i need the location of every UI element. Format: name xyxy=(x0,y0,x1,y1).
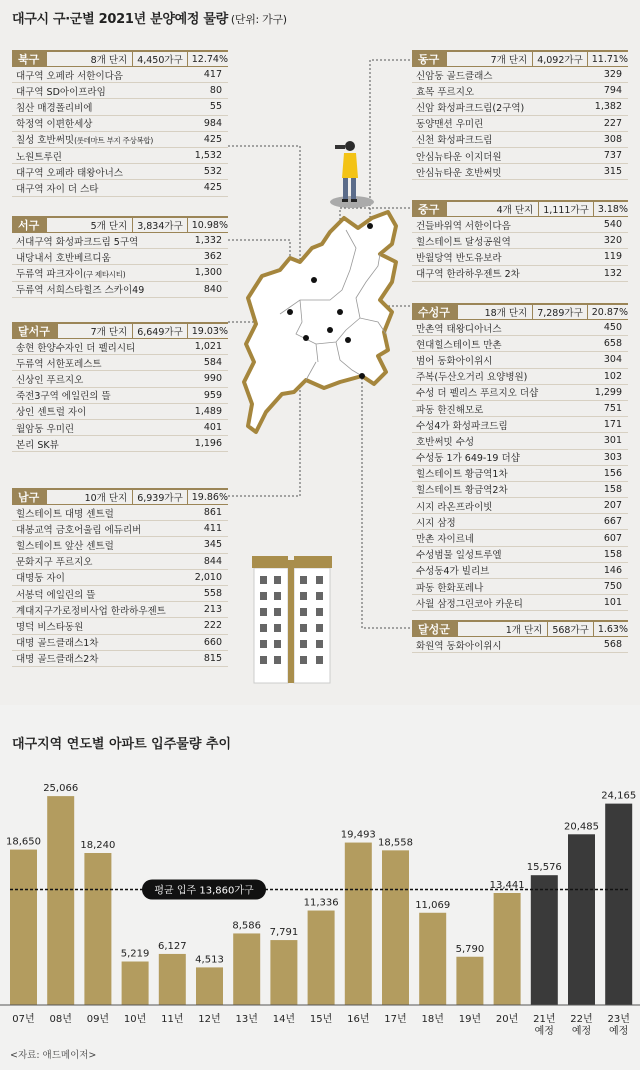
district-name: 서구 xyxy=(12,218,47,232)
bar-value-label: 5,790 xyxy=(455,943,485,955)
complex-row xyxy=(12,148,228,164)
bar xyxy=(84,853,111,1005)
complex-row xyxy=(412,417,628,433)
complex-name: 만촌역 태왕디아너스 xyxy=(416,323,502,335)
complex-count: 4개 단지 xyxy=(447,202,539,216)
bar-value-label: 19,493 xyxy=(340,829,376,841)
district-share: 1.63% xyxy=(597,623,628,635)
complex-row xyxy=(12,404,228,420)
complex-name: 시지 라온프라이빗 xyxy=(416,501,493,513)
district-panel-bukgu xyxy=(12,50,228,197)
complex-name: 서봉덕 에일린의 뜰 xyxy=(16,589,96,601)
complex-name: 대구역 오페라 서한이다음 xyxy=(16,70,123,82)
complex-row xyxy=(12,570,228,586)
district-share: 3.18% xyxy=(597,203,628,215)
district-panel-junggu xyxy=(412,200,628,282)
complex-row xyxy=(412,385,628,401)
district-name: 북구 xyxy=(12,52,47,66)
district-header xyxy=(412,200,628,217)
district-header xyxy=(12,50,228,67)
district-header xyxy=(412,50,628,67)
district-name: 남구 xyxy=(12,490,47,504)
complex-count: 7개 단지 xyxy=(447,52,533,66)
district-panel-donggu xyxy=(412,50,628,180)
complex-row xyxy=(12,116,228,132)
complex-row xyxy=(12,371,228,387)
complex-name: 대구역 한라하우젠트 2차 xyxy=(416,269,520,281)
x-tick-label: 11년 xyxy=(161,1014,184,1025)
bar xyxy=(345,843,372,1005)
district-share: 10.98% xyxy=(191,219,228,231)
bar xyxy=(456,957,483,1005)
district-share: 19.86% xyxy=(191,491,228,503)
household-count: 3,834가구 xyxy=(133,218,188,232)
complex-households: 607 xyxy=(603,532,622,544)
complex-households: 1,332 xyxy=(194,235,222,247)
complex-row xyxy=(12,537,228,553)
complex-name: 두류역 서한포레스트 xyxy=(16,358,102,370)
complex-households: 320 xyxy=(603,235,622,247)
complex-households: 794 xyxy=(603,85,622,97)
complex-households: 1,382 xyxy=(594,101,622,113)
complex-name: 사월 삼정그린코아 카운티 xyxy=(416,598,523,610)
connector-donggu xyxy=(370,60,410,225)
complex-name: 안심뉴타운 호반써밋 xyxy=(416,167,502,179)
complex-row xyxy=(12,265,228,281)
complex-row xyxy=(412,595,628,611)
complex-households: 301 xyxy=(603,435,622,447)
x-tick-label: 14년 xyxy=(272,1014,296,1025)
district-name: 중구 xyxy=(412,202,447,216)
complex-households: 532 xyxy=(203,166,222,178)
complex-row xyxy=(12,420,228,436)
bar xyxy=(419,913,446,1005)
complex-name: 안심뉴타운 이지더원 xyxy=(416,151,502,163)
complex-households: 329 xyxy=(603,69,622,81)
complex-row xyxy=(12,586,228,602)
complex-row xyxy=(412,233,628,249)
household-count: 6,649가구 xyxy=(133,324,188,338)
complex-row xyxy=(12,249,228,265)
complex-name: 침산 매경폴리비에 xyxy=(16,102,93,114)
complex-name: 대구역 자이 더 스타 xyxy=(16,183,99,195)
average-label: 평균 입주 13,860가구 xyxy=(154,885,254,897)
complex-name: 건들바위역 서한이다음 xyxy=(416,220,511,232)
district-header xyxy=(412,303,628,320)
complex-households: 425 xyxy=(203,133,222,145)
complex-households: 2,010 xyxy=(194,571,222,583)
complex-households: 411 xyxy=(203,523,222,535)
complex-row xyxy=(412,369,628,385)
x-tick-label: 15년 xyxy=(309,1014,333,1025)
complex-name: 문화지구 푸르지오 xyxy=(16,557,93,569)
complex-row xyxy=(12,521,228,537)
complex-households: 750 xyxy=(603,581,622,593)
complex-households: 345 xyxy=(203,539,222,551)
complex-row xyxy=(412,450,628,466)
bar-value-label: 11,069 xyxy=(415,899,451,911)
complex-name: 수성범물 일성트루엘 xyxy=(416,550,502,562)
complex-households: 861 xyxy=(203,507,222,519)
complex-households: 1,196 xyxy=(194,438,222,450)
complex-name: 화원역 동화아이위시 xyxy=(416,640,502,652)
complex-name: 수성4가 화성파크드림 xyxy=(416,420,508,432)
district-panel-suseonggu xyxy=(412,303,628,611)
complex-count: 8개 단지 xyxy=(47,52,133,66)
complex-row xyxy=(412,514,628,530)
complex-households: 303 xyxy=(603,451,622,463)
complex-row xyxy=(12,132,228,148)
district-header xyxy=(412,620,628,637)
x-tick-label: 13년 xyxy=(235,1014,258,1025)
bar-value-label: 18,650 xyxy=(6,836,41,848)
x-tick-label: 08년 xyxy=(49,1014,72,1025)
district-name: 달서구 xyxy=(12,324,58,338)
complex-name: 계대지구가로정비사업 한라하우젠트 xyxy=(16,605,166,617)
district-header xyxy=(12,216,228,233)
bar-value-label: 8,586 xyxy=(232,920,262,932)
complex-row xyxy=(412,401,628,417)
complex-row xyxy=(412,530,628,546)
complex-row xyxy=(412,148,628,164)
complex-count: 18개 단지 xyxy=(458,305,533,319)
complex-row xyxy=(412,498,628,514)
district-panel-dalseogu xyxy=(12,322,228,452)
complex-name: 힐스테이트 황금역2차 xyxy=(416,485,508,497)
bar-value-label: 18,240 xyxy=(80,840,116,851)
complex-households: 815 xyxy=(203,652,222,664)
complex-households: 990 xyxy=(203,373,222,385)
complex-households: 227 xyxy=(603,117,622,129)
district-share: 20.87% xyxy=(591,306,628,318)
district-share: 19.03% xyxy=(191,325,228,337)
district-panel-seogu xyxy=(12,216,228,298)
complex-row xyxy=(412,217,628,233)
complex-name: 대구역 SD아이프라임 xyxy=(16,86,106,98)
district-header xyxy=(12,488,228,505)
complex-households: 222 xyxy=(203,620,222,632)
complex-households: 1,299 xyxy=(594,386,622,398)
bar xyxy=(568,834,595,1005)
complex-name: 죽전3구역 에일린의 뜰 xyxy=(16,391,111,403)
complex-name: 대명 골드클래스2차 xyxy=(16,654,99,666)
bar-value-label: 5,219 xyxy=(120,948,150,960)
chart-title: 대구지역 연도별 아파트 입주물량 추이 xyxy=(12,737,232,752)
complex-row xyxy=(12,505,228,521)
household-count: 4,092가구 xyxy=(533,52,588,66)
complex-name: 호반써밋 수성 xyxy=(416,436,475,448)
bar-value-label: 24,165 xyxy=(601,790,637,802)
complex-name: 칠성 호반써밋(롯데마트 부지 주상복합) xyxy=(16,135,153,147)
complex-households: 80 xyxy=(209,85,222,97)
bar-value-label: 11,336 xyxy=(303,897,339,909)
complex-row xyxy=(12,602,228,618)
complex-households: 751 xyxy=(603,403,622,415)
bar-value-label: 4,513 xyxy=(195,954,224,966)
complex-households: 1,489 xyxy=(194,405,222,417)
complex-households: 584 xyxy=(203,357,222,369)
district-header xyxy=(12,322,228,339)
complex-row xyxy=(12,651,228,667)
complex-name: 신상인 푸르지오 xyxy=(16,374,84,386)
complex-households: 55 xyxy=(209,101,222,113)
complex-name: 대봉교역 금호어울림 에듀리버 xyxy=(16,524,142,536)
complex-name: 대명 골드클래스1차 xyxy=(16,638,99,650)
person-illustration xyxy=(335,141,358,202)
x-tick-label: 16년 xyxy=(347,1014,370,1025)
complex-households: 207 xyxy=(603,500,622,512)
complex-name: 학정역 이편한세상 xyxy=(16,119,93,131)
complex-row xyxy=(12,282,228,298)
complex-row xyxy=(412,336,628,352)
complex-name: 파동 한진해모로 xyxy=(416,404,484,416)
page-title: 대구시 구·군별 2021년 분양예정 물량 (단위: 가구) xyxy=(12,12,287,27)
complex-households: 425 xyxy=(203,182,222,194)
complex-row xyxy=(12,99,228,115)
complex-households: 132 xyxy=(603,267,622,279)
district-name: 동구 xyxy=(412,52,447,66)
complex-row xyxy=(12,180,228,196)
bar xyxy=(122,962,149,1005)
bar-value-label: 13,441 xyxy=(489,879,525,891)
complex-row xyxy=(412,563,628,579)
bar xyxy=(605,804,632,1005)
complex-note: (롯데마트 부지 주상복합) xyxy=(74,136,153,146)
complex-row xyxy=(412,99,628,115)
complex-name: 범어 동화아이위시 xyxy=(416,355,493,367)
complex-row xyxy=(412,67,628,83)
x-tick-label: 21년 xyxy=(533,1014,556,1025)
complex-name: 주복(두산오거리 요양병원) xyxy=(416,372,528,384)
connector-dalseonggun xyxy=(362,376,410,628)
daegu-outline xyxy=(244,212,396,432)
bar xyxy=(308,911,335,1005)
bar xyxy=(382,850,409,1005)
complex-name: 송현 한양수자인 더 펠리시티 xyxy=(16,342,136,354)
complex-households: 450 xyxy=(603,322,622,334)
complex-row xyxy=(12,436,228,452)
complex-name: 월암동 우미린 xyxy=(16,423,75,435)
complex-name: 수성동4가 빌리브 xyxy=(416,566,490,578)
x-tick-label: 09년 xyxy=(86,1014,110,1025)
x-tick-label: 23년 xyxy=(607,1014,630,1025)
x-tick-label: 예정 xyxy=(571,1026,592,1037)
x-tick-label: 예정 xyxy=(609,1026,629,1037)
bar-value-label: 6,127 xyxy=(157,940,187,952)
complex-households: 558 xyxy=(203,588,222,600)
x-tick-label: 07년 xyxy=(12,1014,35,1025)
complex-row xyxy=(12,388,228,404)
complex-name: 수성동 1가 649-19 더샵 xyxy=(416,453,520,465)
complex-row xyxy=(12,635,228,651)
x-tick-label: 17년 xyxy=(384,1014,407,1025)
bar-value-label: 7,791 xyxy=(269,927,299,939)
complex-name: 내당내서 호반베르디움 xyxy=(16,252,111,264)
complex-households: 156 xyxy=(603,467,622,479)
complex-row xyxy=(12,339,228,355)
complex-households: 540 xyxy=(603,219,622,231)
complex-name: 신암동 골드클래스 xyxy=(416,70,493,82)
complex-name: 반월당역 반도유보라 xyxy=(416,252,502,264)
complex-name: 힐스테이트 앞산 센트럴 xyxy=(16,540,114,552)
complex-households: 840 xyxy=(203,283,222,295)
x-tick-label: 20년 xyxy=(495,1014,519,1025)
district-share: 11.71% xyxy=(591,53,628,65)
complex-name: 만촌 자이르네 xyxy=(416,534,475,546)
x-tick-label: 22년 xyxy=(570,1014,593,1025)
complex-count: 7개 단지 xyxy=(58,324,133,338)
complex-households: 304 xyxy=(603,354,622,366)
complex-name: 상인 센트럴 자이 xyxy=(16,407,87,419)
apartment-illustration xyxy=(252,556,332,683)
complex-row xyxy=(412,579,628,595)
complex-households: 158 xyxy=(603,483,622,495)
complex-households: 213 xyxy=(203,604,222,616)
x-tick-label: 19년 xyxy=(458,1014,482,1025)
complex-row xyxy=(412,83,628,99)
complex-row xyxy=(412,637,628,653)
complex-households: 417 xyxy=(203,69,222,81)
complex-households: 568 xyxy=(603,639,622,651)
complex-name: 두류역 서희스타힐즈 스카이49 xyxy=(16,285,145,297)
complex-households: 146 xyxy=(603,564,622,576)
complex-households: 315 xyxy=(603,166,622,178)
complex-name: 본리 SK뷰 xyxy=(16,439,59,451)
complex-name: 두류역 파크자이(구 제타시티) xyxy=(16,268,126,280)
complex-row xyxy=(412,132,628,148)
complex-households: 362 xyxy=(203,251,222,263)
complex-name: 시지 삼정 xyxy=(416,517,456,529)
household-count: 7,289가구 xyxy=(533,305,588,319)
bar xyxy=(531,875,558,1005)
complex-name: 신암 화성파크드림(2구역) xyxy=(416,102,525,114)
bar xyxy=(196,967,223,1005)
bar-value-label: 20,485 xyxy=(564,821,599,833)
complex-households: 401 xyxy=(203,422,222,434)
x-tick-label: 18년 xyxy=(421,1014,444,1025)
complex-households: 667 xyxy=(603,516,622,528)
household-count: 4,450가구 xyxy=(133,52,188,66)
complex-name: 노원트루린 xyxy=(16,151,62,163)
complex-households: 308 xyxy=(603,133,622,145)
complex-row xyxy=(12,355,228,371)
complex-name: 현대힐스테이트 만촌 xyxy=(416,339,502,351)
complex-row xyxy=(412,433,628,449)
bar-value-label: 25,066 xyxy=(43,783,79,795)
bar xyxy=(270,940,297,1005)
household-count: 6,939가구 xyxy=(133,490,188,504)
complex-row xyxy=(412,352,628,368)
complex-name: 힐스테이트 대명 센트럴 xyxy=(16,508,114,520)
district-panel-dalseonggun xyxy=(412,620,628,653)
complex-name: 힐스테이트 달성공원역 xyxy=(416,236,511,248)
bar-value-label: 15,576 xyxy=(526,862,562,874)
complex-name: 힐스테이트 황금역1차 xyxy=(416,469,508,481)
complex-row xyxy=(412,249,628,265)
complex-name: 대명동 자이 xyxy=(16,573,65,585)
complex-households: 844 xyxy=(203,555,222,567)
complex-row xyxy=(12,83,228,99)
complex-households: 984 xyxy=(203,117,222,129)
complex-count: 10개 단지 xyxy=(47,490,133,504)
complex-households: 658 xyxy=(603,338,622,350)
source-note: <자료: 애드메이저> xyxy=(10,1050,97,1061)
complex-row xyxy=(12,164,228,180)
district-share: 12.74% xyxy=(191,53,228,65)
complex-households: 959 xyxy=(203,389,222,401)
complex-count: 1개 단지 xyxy=(458,622,548,636)
complex-name: 파동 한화포레나 xyxy=(416,582,484,594)
complex-name: 수성 더 펠리스 푸르지오 더샵 xyxy=(416,388,539,400)
complex-row xyxy=(12,554,228,570)
complex-households: 171 xyxy=(603,419,622,431)
bar-value-label: 18,558 xyxy=(378,837,413,849)
bar xyxy=(233,933,260,1005)
household-count: 568가구 xyxy=(548,622,594,636)
complex-row xyxy=(12,233,228,249)
complex-row xyxy=(412,116,628,132)
x-tick-label: 예정 xyxy=(534,1026,554,1037)
complex-name: 명덕 비스타동원 xyxy=(16,621,84,633)
bar-chart xyxy=(0,760,640,1045)
complex-households: 158 xyxy=(603,548,622,560)
complex-name: 효목 푸르지오 xyxy=(416,86,475,98)
complex-households: 737 xyxy=(603,150,622,162)
complex-row xyxy=(12,67,228,83)
household-count: 1,111가구 xyxy=(539,202,594,216)
complex-name: 서대구역 화성파크드림 5구역 xyxy=(16,236,139,248)
complex-households: 102 xyxy=(603,370,622,382)
complex-note: (구 제타시티) xyxy=(83,269,126,279)
bar xyxy=(494,893,521,1005)
x-tick-label: 10년 xyxy=(123,1014,147,1025)
x-tick-label: 12년 xyxy=(198,1014,221,1025)
bar xyxy=(47,796,74,1005)
complex-households: 101 xyxy=(603,597,622,609)
complex-name: 신천 화성파크드림 xyxy=(416,135,493,147)
complex-row xyxy=(412,547,628,563)
complex-row xyxy=(12,618,228,634)
complex-name: 대구역 오페라 태왕아너스 xyxy=(16,167,123,179)
bar xyxy=(10,850,37,1005)
bar xyxy=(159,954,186,1005)
complex-households: 119 xyxy=(603,251,622,263)
complex-row xyxy=(412,320,628,336)
complex-count: 5개 단지 xyxy=(47,218,133,232)
complex-row xyxy=(412,266,628,282)
complex-row xyxy=(412,482,628,498)
complex-row xyxy=(412,466,628,482)
complex-households: 1,300 xyxy=(194,267,222,279)
complex-row xyxy=(412,164,628,180)
complex-households: 1,532 xyxy=(194,150,222,162)
complex-name: 동양맨션 우미린 xyxy=(416,119,484,131)
district-name: 수성구 xyxy=(412,305,458,319)
complex-households: 660 xyxy=(203,636,222,648)
complex-households: 1,021 xyxy=(194,341,222,353)
district-name: 달성군 xyxy=(412,622,458,636)
district-panel-namgu xyxy=(12,488,228,667)
